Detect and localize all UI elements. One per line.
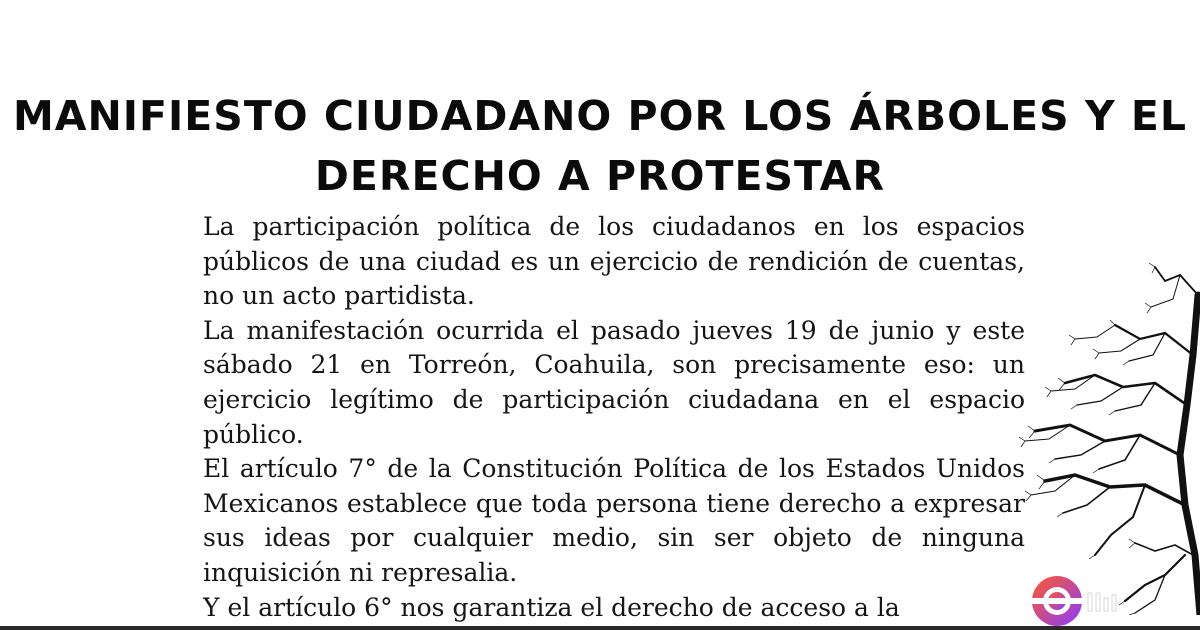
paragraph-3: El artículo 7° de la Constitución Política de los Estados Unidos Mexicanos establece que toda persona tiene derecho a expresar sus ideas por cualquier medio, sin ser objeto de ninguna inquisición ni represalia.: [203, 454, 1025, 587]
circular-gradient-logo-icon: [1030, 574, 1084, 628]
body-text: [203, 210, 1025, 625]
paragraph-1: La participación política de los ciudadanos en los espacios públicos de una ciudad es un ejercicio de rendición de cuentas, no un acto partidista.: [203, 212, 1025, 311]
tree-silhouette-icon: [1015, 255, 1200, 615]
title-line-1: MANIFIESTO CIUDADANO POR LOS ÁRBOLES Y EL: [12, 92, 1188, 140]
bottom-border: [0, 626, 1200, 630]
paragraph-4: Y el artículo 6° nos garantiza el derecho de acceso a la: [203, 592, 900, 622]
title-line-2: DERECHO A PROTESTAR: [314, 152, 886, 200]
paragraph-2: La manifestación ocurrida el pasado jueves 19 de junio y este sábado 21 en Torreón, Coahuila, son precisamente eso: un ejercicio legítimo de participación ciudadana en el espacio público.: [203, 315, 1025, 449]
page-title: [0, 86, 1200, 206]
logo-wordmark-icon: [1086, 590, 1126, 614]
